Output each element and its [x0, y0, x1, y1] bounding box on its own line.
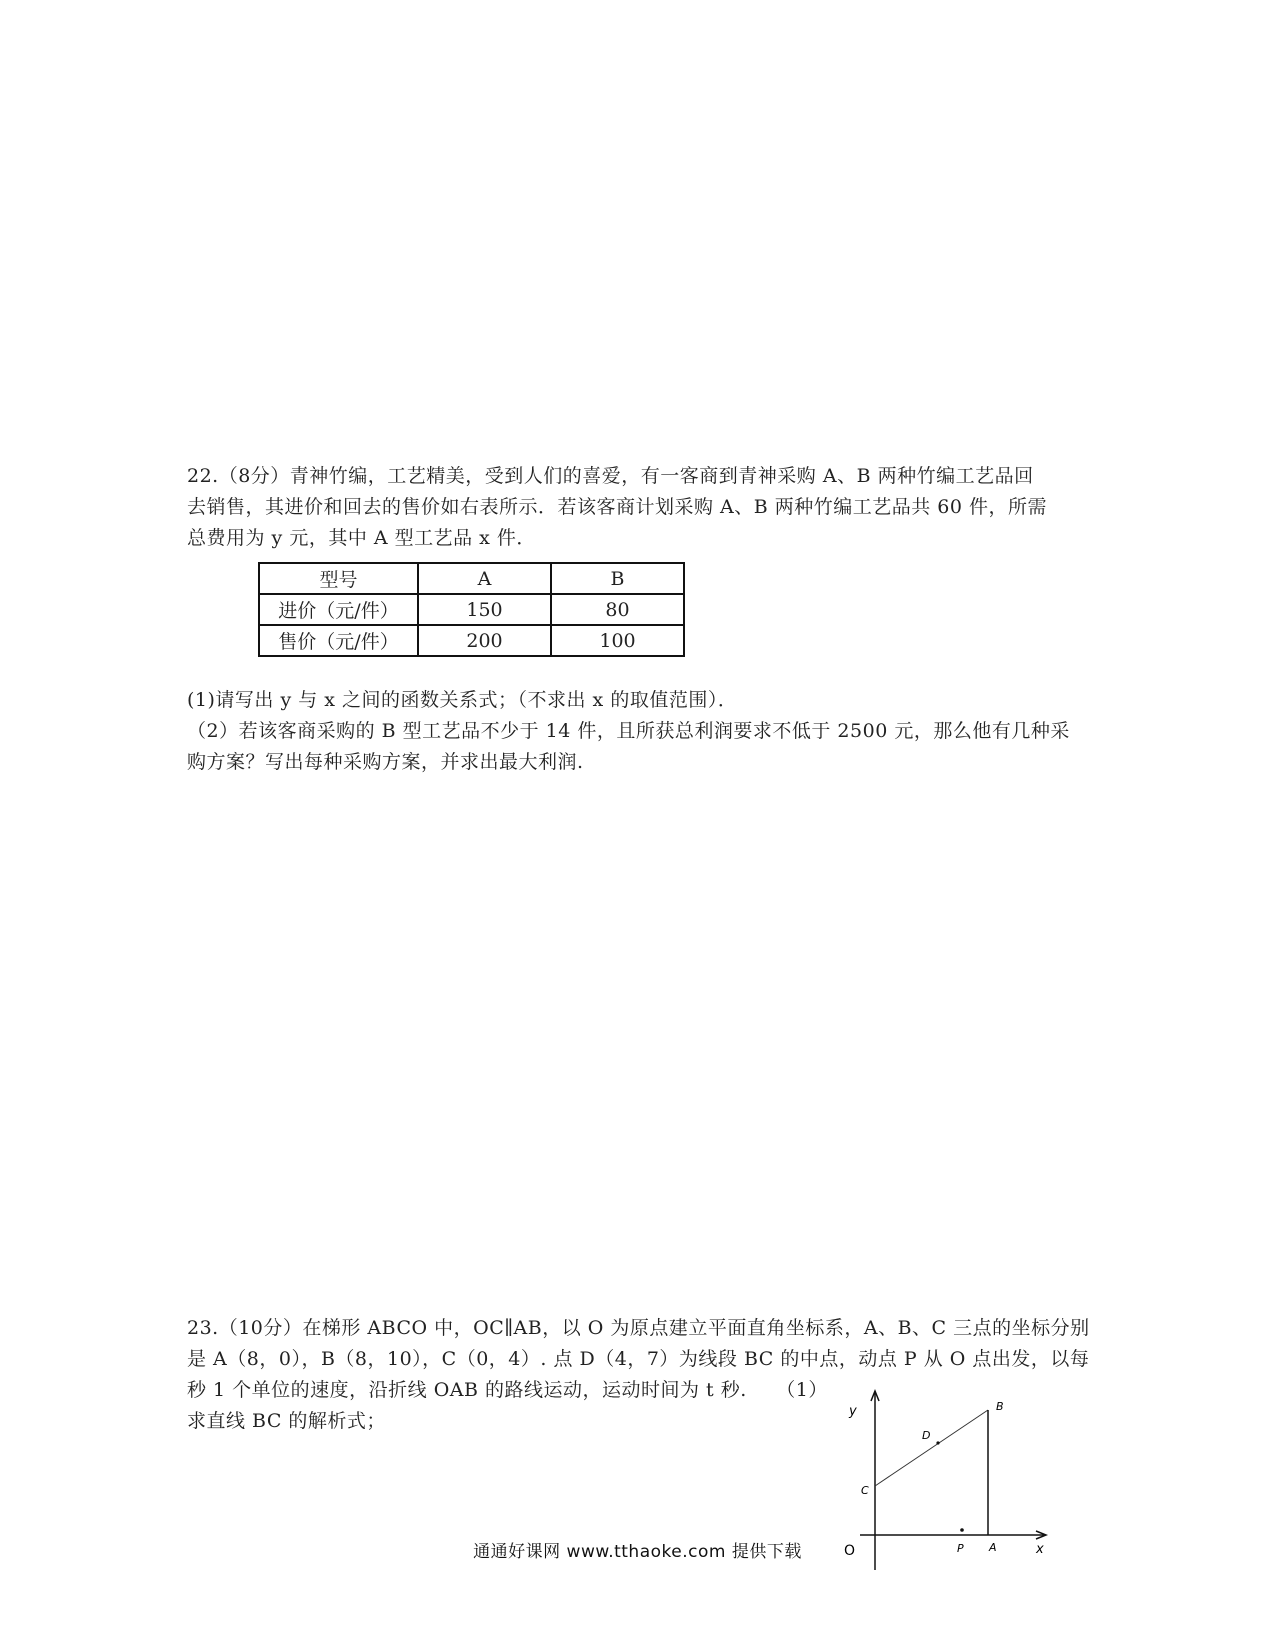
price-table [258, 562, 685, 657]
q22-line-3: 总费用为 y 元，其中 A 型工艺品 x 件． [187, 527, 536, 549]
table-cell: 进价（元/件） [259, 594, 418, 625]
point-d [936, 1441, 939, 1444]
point-p [960, 1528, 964, 1532]
table-cell: 售价（元/件） [259, 625, 418, 656]
question-22-subparts [187, 685, 1087, 778]
label-o: O [844, 1543, 856, 1559]
question-22-stem [187, 461, 1087, 554]
q22-sub-line-1: (1)请写出 y 与 x 之间的函数关系式；（不求出 x 的取值范围）． [187, 689, 738, 711]
q22-sub-line-2: （2）若该客商采购的 B 型工艺品不少于 14 件，且所获总利润要求不低于 2500 元，那么他有几种采 [187, 720, 1070, 742]
label-p: P [957, 1542, 964, 1555]
label-c: C [861, 1484, 869, 1497]
q23-line-3: 秒 1 个单位的速度，沿折线 OAB 的路线运动，运动时间为 t 秒. （1） [187, 1379, 828, 1401]
segment-cb [875, 1410, 988, 1486]
q23-line-2: 是 A（8，0），B（8，10），C（0，4）. 点 D（4，7）为线段 BC 的中点，动点 P 从 O 点出发，以每 [187, 1348, 1090, 1370]
label-d: D [922, 1429, 931, 1442]
q22-line-2: 去销售，其进价和回去的售价如右表所示．若该客商计划采购 A、B 两种竹编工艺品共 60 件，所需 [187, 496, 1048, 518]
table-header-cell: B [551, 563, 684, 594]
table-cell: 100 [551, 625, 684, 656]
table-header-cell: 型号 [259, 563, 418, 594]
table-cell: 200 [418, 625, 551, 656]
footer-source-note: 通通好课网 www.tthaoke.com 提供下载 [473, 1542, 802, 1562]
label-a: A [989, 1541, 997, 1554]
table-row [259, 625, 684, 656]
table-cell: 80 [551, 594, 684, 625]
label-x: x [1036, 1542, 1044, 1557]
q23-line-1: 23.（10分）在梯形 ABCO 中，OC∥AB，以 O 为原点建立平面直角坐标系，A、B、C 三点的坐标分别 [187, 1317, 1090, 1339]
table-header-row [259, 563, 684, 594]
table-row [259, 594, 684, 625]
label-b: B [996, 1400, 1004, 1413]
label-y: y [849, 1404, 857, 1419]
table-cell: 150 [418, 594, 551, 625]
q22-sub-line-3: 购方案？写出每种采购方案，并求出最大利润. [187, 751, 584, 773]
table-header-cell: A [418, 563, 551, 594]
q23-line-4: 求直线 BC 的解析式； [187, 1410, 386, 1432]
q22-line-1: 22.（8分）青神竹编，工艺精美，受到人们的喜爱，有一客商到青神采购 A、B 两种竹编工艺品回 [187, 465, 1034, 487]
